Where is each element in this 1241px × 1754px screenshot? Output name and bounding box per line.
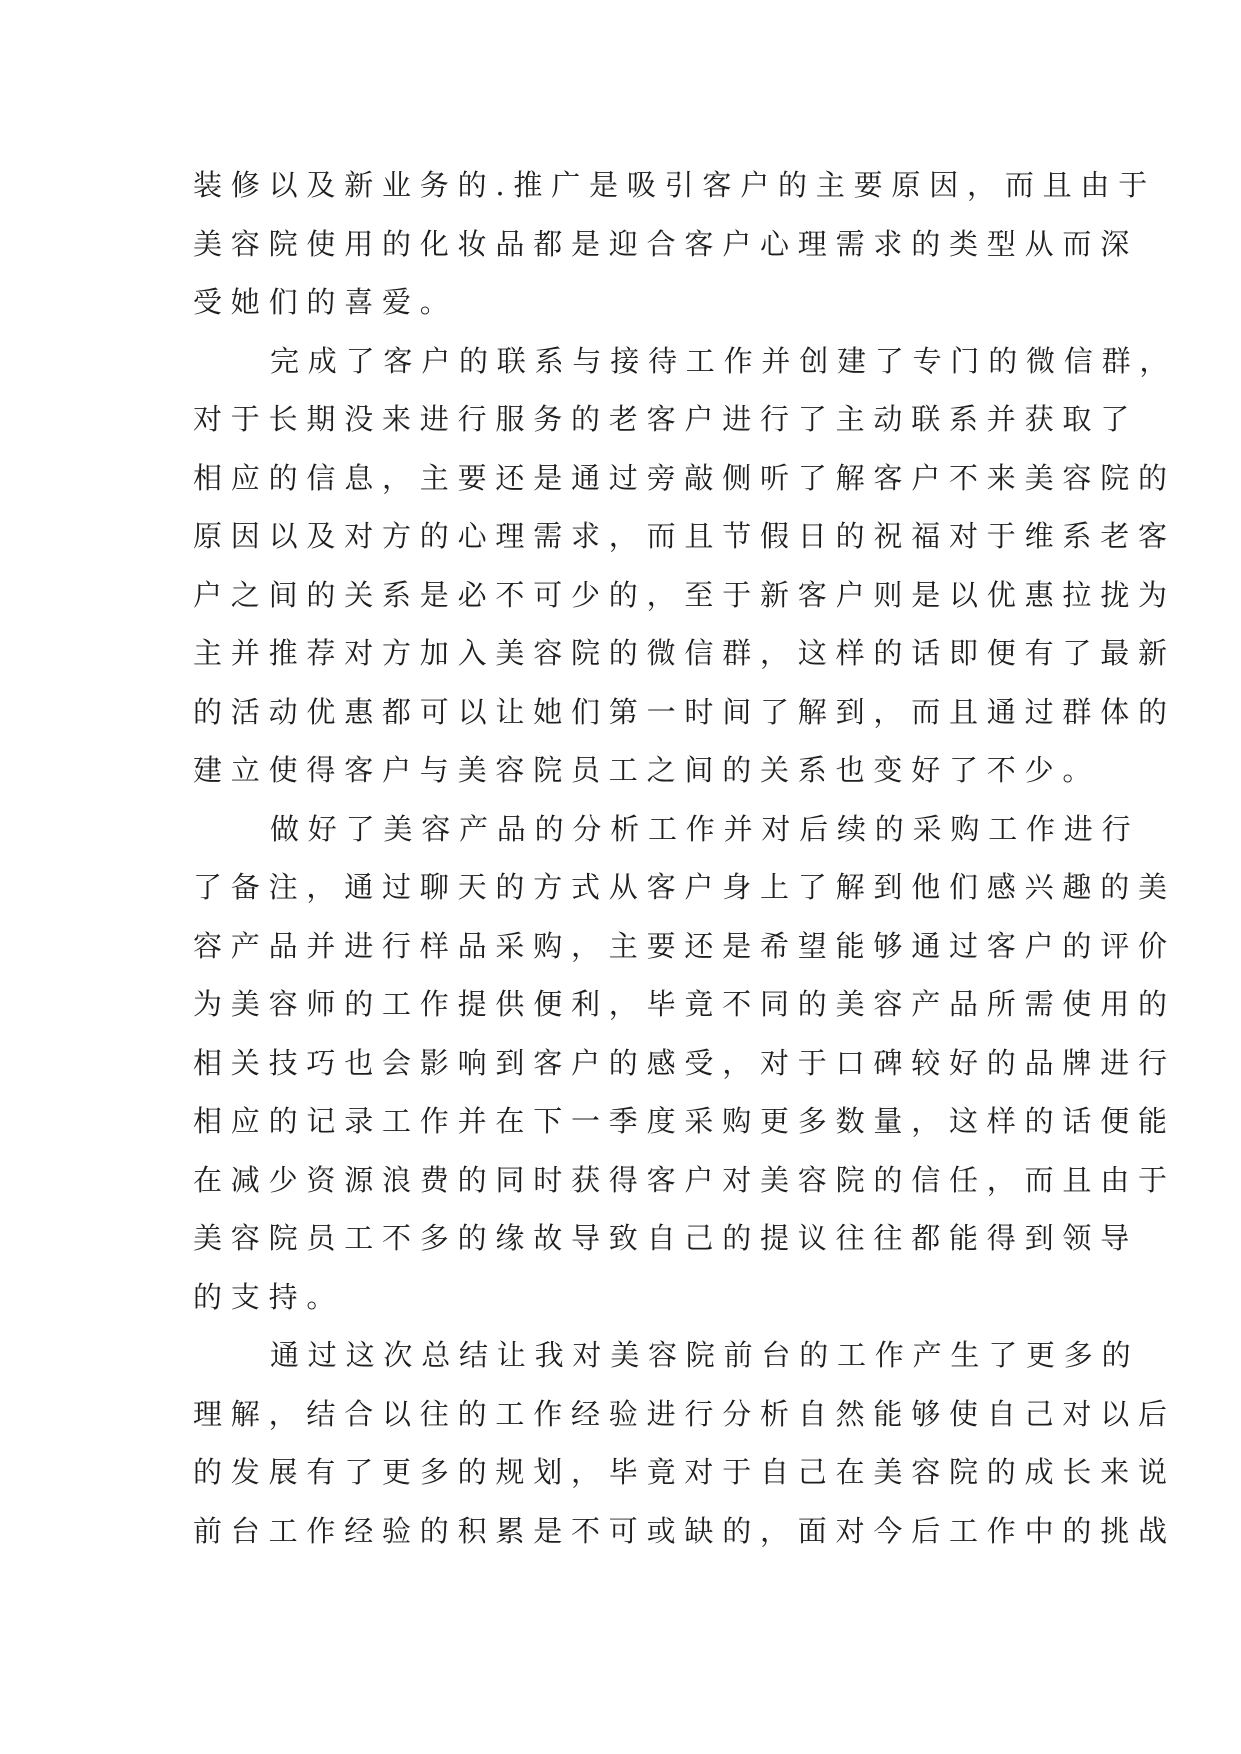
paragraph-2	[193, 332, 1178, 800]
text-line: 受她们的喜爱。	[193, 285, 458, 319]
text-line: 原因以及对方的心理需求，而且节假日的祝福对于维系老客	[193, 519, 1176, 553]
text-line: 装修以及新业务的.推广是吸引客户的主要原因，而且由于	[193, 168, 1157, 202]
text-line: 对于长期没来进行服务的老客户进行了主动联系并获取了	[193, 402, 1139, 436]
body-text	[193, 156, 1178, 1560]
text-line: 相应的信息，主要还是通过旁敲侧听了解客户不来美容院的	[193, 460, 1176, 495]
text-line: 建立使得客户与美容院员工之间的关系也变好了不少。	[193, 753, 1101, 787]
text-line: 户之间的关系是必不可少的，至于新客户则是以优惠拉拢为	[193, 577, 1176, 612]
text-line: 美容院员工不多的缘故导致自己的提议往往都能得到领导	[193, 1221, 1139, 1255]
text-line: 做好了美容产品的分析工作并对后续的采购工作进行	[270, 811, 1140, 846]
text-line: 美容院使用的化妆品都是迎合客户心理需求的类型从而深	[193, 226, 1139, 261]
text-line: 相应的记录工作并在下一季度采购更多数量，这样的话便能	[193, 1104, 1176, 1138]
text-line: 的活动优惠都可以让她们第一时间了解到，而且通过群体的	[193, 694, 1176, 729]
text-line: 相关技巧也会影响到客户的感受，对于口碑较好的品牌进行	[193, 1045, 1176, 1080]
text-line: 通过这次总结让我对美容院前台的工作产生了更多的	[270, 1338, 1140, 1372]
paragraph-3	[193, 800, 1176, 1327]
text-line: 容产品并进行样品采购，主要还是希望能够通过客户的评价	[193, 928, 1176, 963]
paragraph-4	[193, 1326, 1176, 1560]
text-line: 完成了客户的联系与接待工作并创建了专门的微信群，	[270, 343, 1178, 378]
text-line: 了备注，通过聊天的方式从客户身上了解到他们感兴趣的美	[193, 870, 1176, 904]
text-line: 为美容师的工作提供便利，毕竟不同的美容产品所需使用的	[193, 987, 1176, 1021]
text-line: 理解，结合以往的工作经验进行分析自然能够使自己对以后	[193, 1396, 1176, 1431]
text-line: 前台工作经验的积累是不可或缺的，面对今后工作中的挑战	[193, 1513, 1176, 1548]
text-line: 的支持。	[193, 1279, 345, 1314]
text-line: 在减少资源浪费的同时获得客户对美容院的信任，而且由于	[193, 1162, 1176, 1197]
text-line: 主并推荐对方加入美容院的微信群，这样的话即便有了最新	[193, 636, 1176, 670]
text-line: 的发展有了更多的规划，毕竟对于自己在美容院的成长来说	[193, 1455, 1176, 1489]
paragraph-1	[193, 156, 1157, 332]
